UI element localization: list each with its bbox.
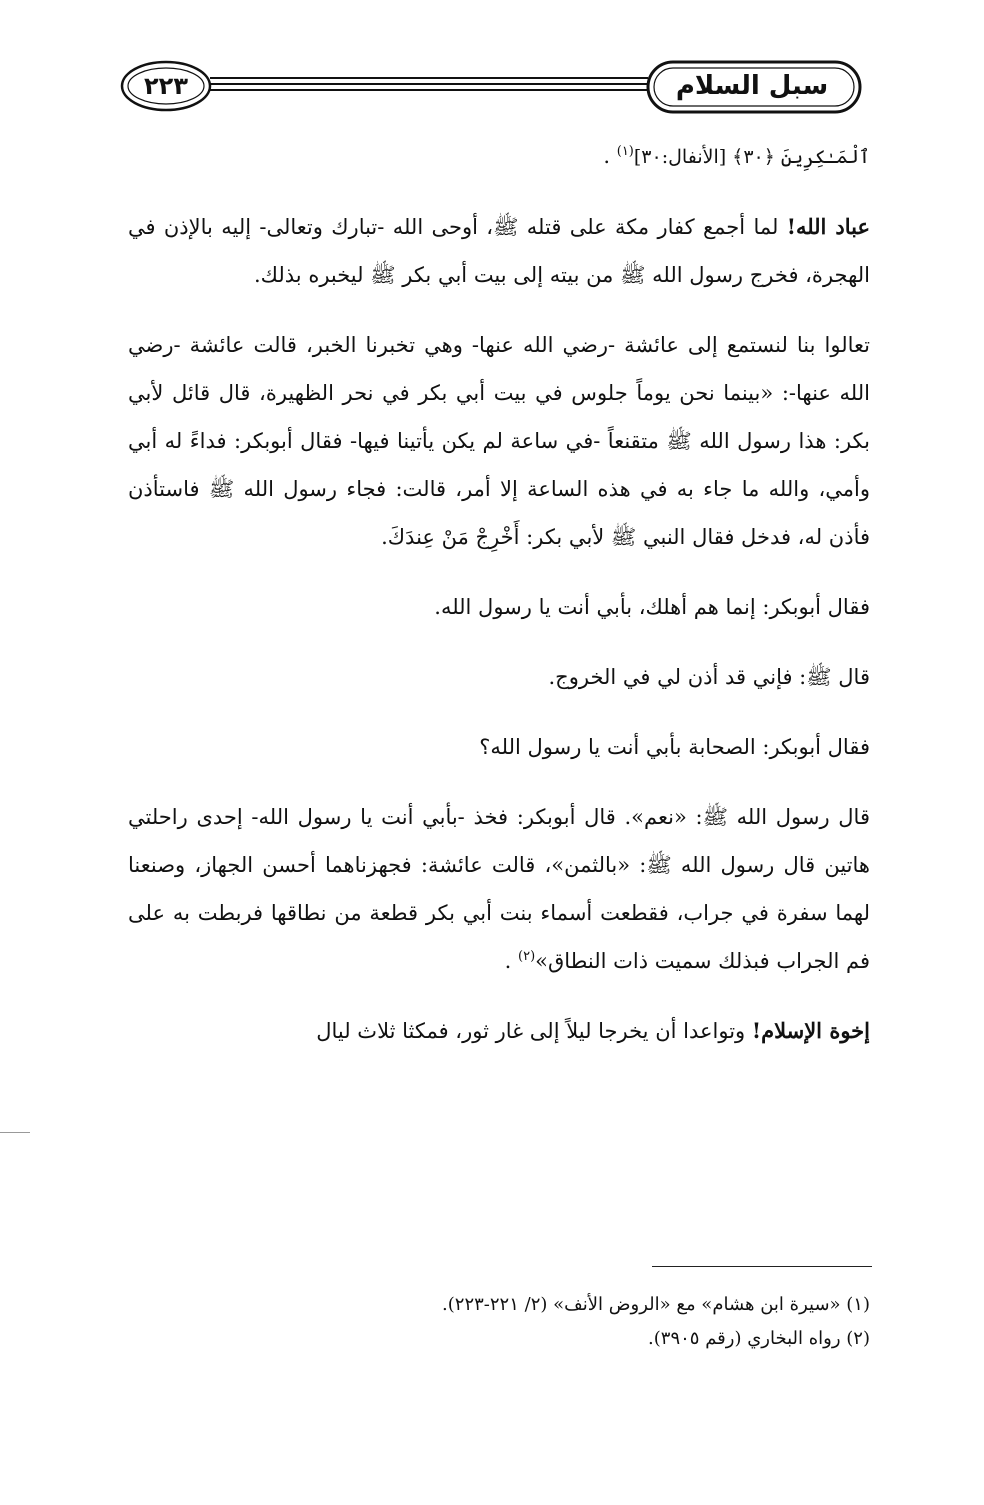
verse-text: ٱلْمَـٰكِرِينَ ﴿٣٠﴾ [الأنفال:٣٠]	[633, 146, 870, 168]
footnotes	[128, 1288, 870, 1356]
paragraph-text: فقال أبوبكر: إنما هم أهلك، بأبي أنت يا رسول الله.	[434, 595, 870, 619]
paragraph	[128, 1007, 870, 1055]
paragraph	[128, 793, 870, 985]
page-header	[118, 56, 866, 120]
verse-tail: .	[603, 144, 617, 168]
footnote-1: (١) «سيرة ابن هشام» مع «الروض الأنف» (٢/ ٢٢١-٢٢٣).	[442, 1294, 870, 1315]
margin-mark	[0, 1132, 30, 1133]
paragraph-text: قال رسول الله ﷺ: «نعم». قال أبوبكر: فخذ -بأبي أنت يا رسول الله- إحدى راحلتي هاتين قال رسول الله ﷺ: «بالثمن»، قالت عائشة: فجهزناهما أحسن الجهاز، وصنعنا لهما سفرة في جراب، فقطعت أسماء بنت أبي بكر قطعة من نطاقها فربطت به على فم الجراب فبذلك سميت ذات النطاق»	[128, 805, 870, 973]
paragraph-text: تعالوا بنا لنستمع إلى عائشة -رضي الله عنها- وهي تخبرنا الخبر، قالت عائشة -رضي الله عنها-: «بينما نحن يوماً جلوس في بيت أبي بكر في نحر الظهيرة، قال قائل لأبي بكر: هذا رسول الله ﷺ متقنعاً -في ساعة لم يكن يأتينا فيها- فقال أبوبكر: فداءً له أبي وأمي، والله ما جاء به في هذه الساعة إلا أمر، قالت: فجاء رسول الله ﷺ فاستأذن فأذن له، فدخل فقال النبي ﷺ لأبي بكر: أَخْرِجْ مَنْ عِندَكَ.	[128, 333, 870, 549]
footnote-divider	[652, 1266, 872, 1267]
paragraph-text: قال ﷺ: فإني قد أذن لي في الخروج.	[548, 665, 870, 689]
paragraph	[128, 321, 870, 561]
footnote-ref-1: (١)	[616, 144, 634, 159]
paragraph-lead: عباد الله!	[786, 214, 870, 239]
footnote-2: (٢) رواه البخاري (رقم ٣٩٠٥).	[648, 1328, 870, 1349]
paragraph	[128, 653, 870, 701]
page-number: ٢٢٣	[144, 72, 188, 100]
paragraph-text: وتواعدا أن يخرجا ليلاً إلى غار ثور، فمكثا ثلاث ليال	[316, 1019, 752, 1043]
book-title: سبل السلام	[675, 71, 829, 101]
paragraph-lead: إخوة الإسلام!	[751, 1018, 870, 1043]
paragraph	[128, 583, 870, 631]
paragraph-text: فقال أبوبكر: الصحابة بأبي أنت يا رسول الله؟	[479, 735, 870, 759]
paragraph	[128, 723, 870, 771]
verse-ending	[128, 132, 870, 181]
paragraph	[128, 203, 870, 299]
footnote-ref-2: (٢)	[518, 949, 536, 964]
paragraph-tail: .	[504, 949, 518, 973]
paragraph-text: لما أجمع كفار مكة على قتله ﷺ، أوحى الله -تبارك وتعالى- إليه بالإذن في الهجرة، فخرج رسول الله ﷺ من بيته إلى بيت أبي بكر ﷺ ليخبره بذلك.	[128, 215, 870, 287]
page-body	[128, 132, 870, 1077]
